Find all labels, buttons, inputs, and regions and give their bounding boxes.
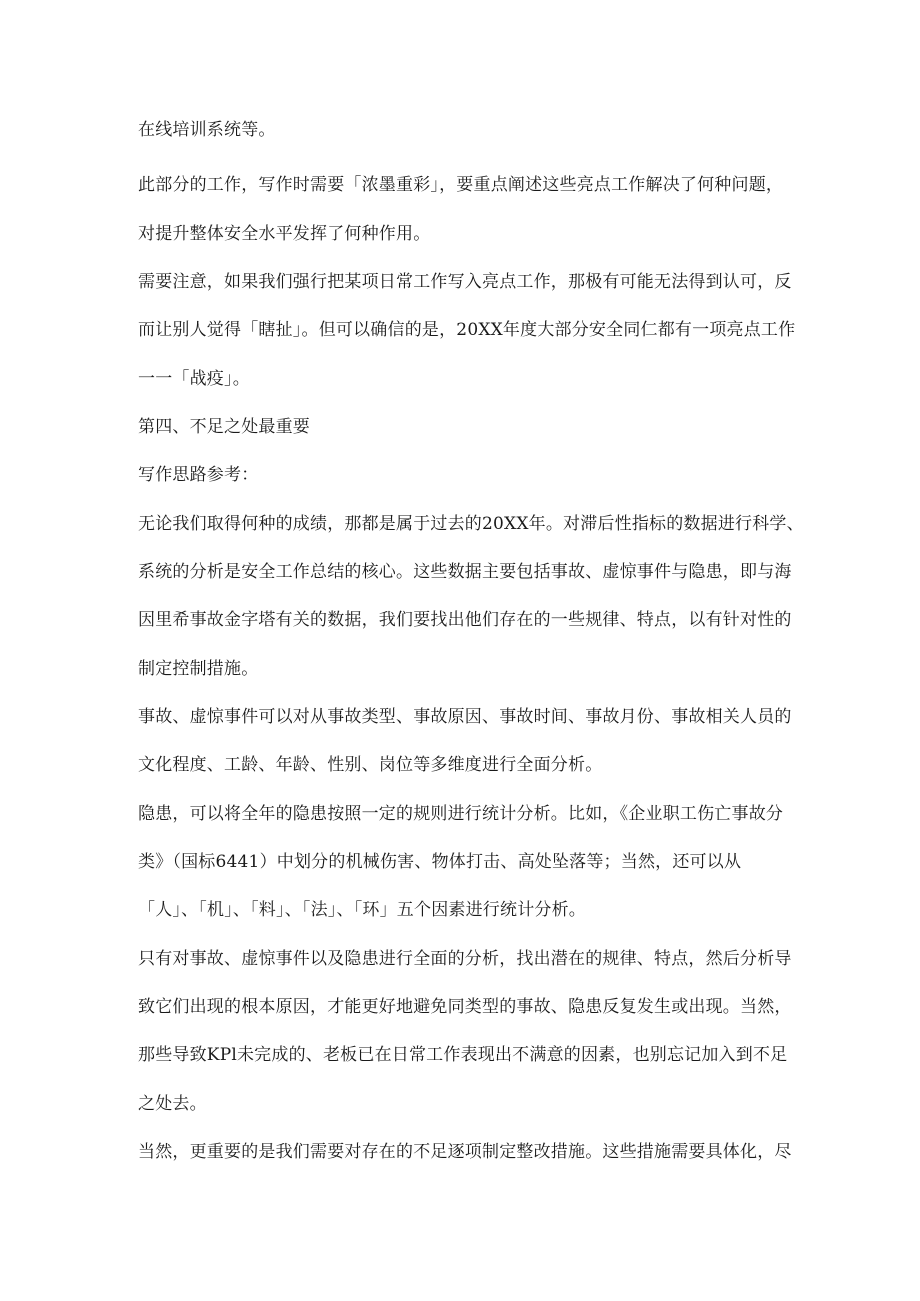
text-line: 致它们出现的根本原因，才能更好地避免同类型的事故、隐患反复发生或出现。当然， bbox=[138, 997, 792, 1017]
text-line: 系统的分析是安全工作总结的核心。这些数据主要包括事故、虚惊事件与隐患，即与海 bbox=[138, 562, 792, 582]
text-line: 制定控制措施。 bbox=[138, 659, 259, 679]
text-line: 而让别人觉得「瞎扯」。但可以确信的是，20XX年度大部分安全同仁都有一项亮点工作 bbox=[138, 320, 796, 340]
text-line: 类》（国标6441）中划分的机械伤害、物体打击、高处坠落等；当然，还可以从 bbox=[138, 852, 742, 872]
section-heading: 第四、不足之处最重要 bbox=[138, 417, 310, 437]
text-line: 在线培训系统等。 bbox=[138, 120, 276, 140]
text-line: 文化程度、工龄、年龄、性别、岗位等多维度进行全面分析。 bbox=[138, 755, 603, 775]
text-line: 隐患，可以将全年的隐患按照一定的规则进行统计分析。比如，《企业职工伤亡事故分 bbox=[138, 804, 784, 824]
text-line: 此部分的工作，写作时需要「浓墨重彩」，要重点阐述这些亮点工作解决了何种问题， bbox=[138, 175, 784, 195]
text-line: 只有对事故、虚惊事件以及隐患进行全面的分析，找出潜在的规律、特点，然后分析导 bbox=[138, 949, 792, 969]
text-line: 需要注意，如果我们强行把某项日常工作写入亮点工作，那极有可能无法得到认可，反 bbox=[138, 272, 792, 292]
text-line: 因里希事故金字塔有关的数据，我们要找出他们存在的一些规律、特点，以有针对性的 bbox=[138, 610, 792, 630]
text-line: 对提升整体安全水平发挥了何种作用。 bbox=[138, 224, 431, 244]
text-line: 事故、虚惊事件可以对从事故类型、事故原因、事故时间、事故月份、事故相关人员的 bbox=[138, 707, 792, 727]
text-line: 写作思路参考： bbox=[138, 465, 259, 485]
text-line: 那些导致KPl未完成的、老板已在日常工作表现出不满意的因素，也别忘记加入到不足 bbox=[138, 1045, 788, 1065]
text-line: 「人」、「机」、「料」、「法」、「环」五个因素进行统计分析。 bbox=[138, 900, 586, 920]
text-line: 之处去。 bbox=[138, 1094, 207, 1114]
text-line: 当然，更重要的是我们需要对存在的不足逐项制定整改措施。这些措施需要具体化，尽 bbox=[138, 1142, 792, 1162]
text-line: 一一「战疫」。 bbox=[138, 369, 250, 389]
text-line: 无论我们取得何种的成绩，那都是属于过去的20XX年。对滞后性指标的数据进行科学、 bbox=[138, 514, 804, 534]
